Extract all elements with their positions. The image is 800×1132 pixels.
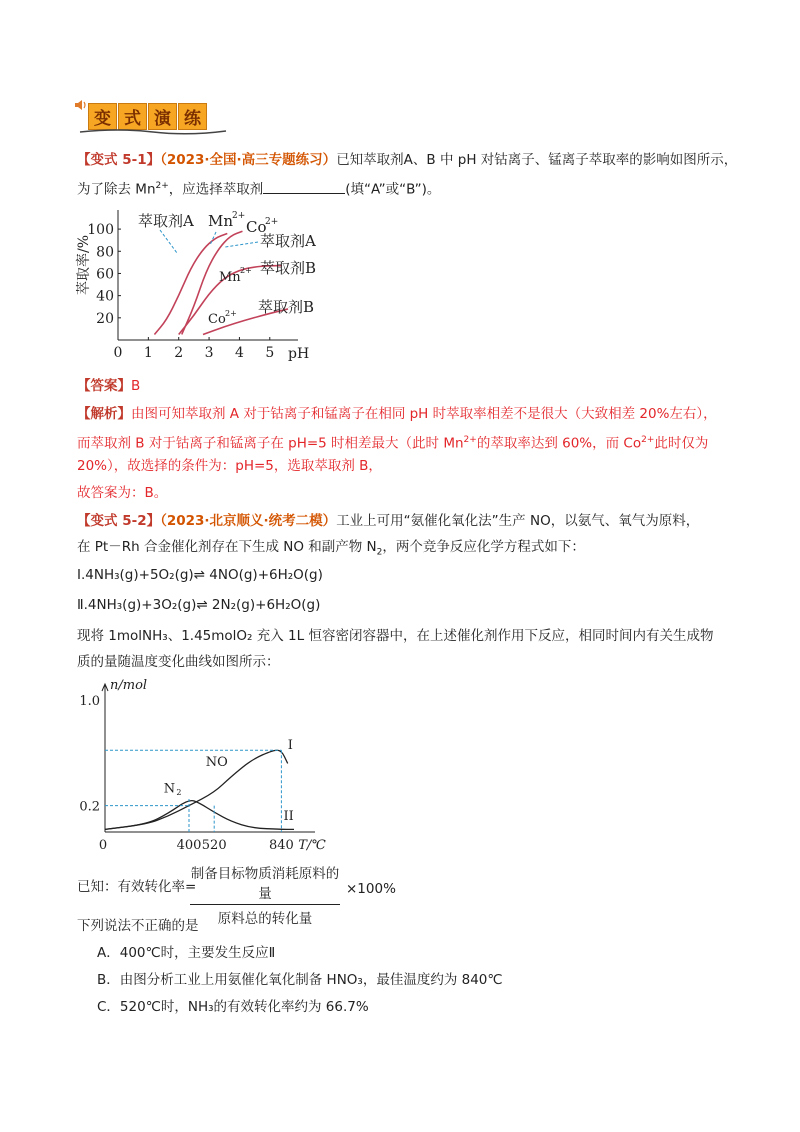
analysis-line-3: 20%），故选择的条件为：pH=5，选取萃取剂 B， (77, 458, 382, 474)
option-b[interactable]: B．由图分析工业上用氨催化氧化制备 HNO₃，最佳温度约为 840℃ (97, 972, 503, 988)
header-char: 练 (178, 103, 207, 130)
x-tick-label: 0 (113, 345, 123, 361)
answer-1 (77, 376, 140, 396)
header-underline (78, 128, 228, 136)
q2-tag: 【变式 5-2】 (77, 513, 161, 529)
series-line (105, 801, 294, 830)
answer-blank[interactable] (263, 179, 345, 194)
analysis-text-2c: 此时仅为 (654, 435, 709, 452)
option-a[interactable]: A．400℃时，主要发生反应Ⅱ (97, 945, 276, 961)
formula-fraction (190, 862, 340, 927)
x-axis-label: T/℃ (298, 838, 326, 853)
leader-line (225, 242, 258, 247)
annotation-label: 萃取剂B (258, 298, 315, 316)
analysis-text-1: 由图可知萃取剂 A 对于钴离子和锰离子在相同 pH 时萃取率相差不是很大（大致相差 20%左右）， (131, 406, 717, 422)
x-tick-label: 840 (268, 838, 294, 853)
y-axis-label: 萃取率/% (76, 234, 92, 296)
y-tick-label: 20 (96, 310, 114, 327)
analysis-sup-2: 2+ (641, 435, 655, 445)
leader-line (160, 230, 177, 253)
annotation-label: 2 (176, 788, 182, 798)
formula-denominator: 原料总的转化量 (217, 911, 313, 927)
known-suffix: ×100% (346, 881, 396, 897)
option-c[interactable]: C．520℃时，NH₃的有效转化率约为 66.7% (97, 999, 369, 1015)
analysis-line-1 (77, 404, 717, 424)
x-tick-label: 4 (234, 345, 244, 361)
x-tick-label: 520 (201, 838, 227, 853)
annotation-label: 2+ (265, 217, 279, 227)
y-tick-label: 1.0 (79, 694, 100, 710)
answer-label: 【答案】 (77, 378, 131, 394)
q2-text-b1: 在 Pt－Rh 合金催化剂存在下生成 NO 和副产物 N (77, 539, 377, 555)
extraction-chart (70, 205, 370, 365)
temperature-chart (70, 675, 330, 860)
q1-text-b3: (填“A”或“B”)。 (345, 181, 441, 198)
q2-sub: 2 (376, 547, 383, 558)
header-char: 变 (88, 103, 117, 130)
y-axis-label: n/mol (110, 678, 148, 693)
y-tick-label: 100 (87, 222, 114, 239)
q1-source: （2023·全国·高三专题练习） (160, 152, 337, 168)
q2-line-1 (77, 511, 699, 531)
annotation-label: Mn (219, 270, 241, 285)
header-char: 式 (118, 103, 147, 130)
annotation-label: N (163, 781, 176, 797)
equation-1: Ⅰ.4NH₃(g)+5O₂(g)⇌ 4NO(g)+6H₂O(g) (77, 567, 323, 583)
formula-numerator: 制备目标物质消耗原料的量 (190, 862, 340, 905)
q2-source: （2023·北京顺义·统考二模） (160, 513, 337, 529)
q1-text-b2: ，应选择萃取剂 (168, 181, 264, 198)
y-tick-label: 0.2 (79, 799, 100, 815)
annotation-label: 萃取剂A (260, 232, 316, 250)
y-tick-label: 40 (96, 288, 114, 305)
x-tick-label: 400 (176, 838, 202, 853)
q1-line-1 (77, 150, 737, 170)
known-prefix: 已知：有效转化率= (77, 879, 197, 895)
analysis-line-4: 故答案为：B。 (77, 485, 168, 501)
q1-tag: 【变式 5-1】 (77, 152, 161, 168)
annotation-label: NO (205, 755, 228, 771)
annotation-label: 2+ (232, 211, 246, 221)
q2-line-4: 质的量随温度变化曲线如图所示： (77, 654, 280, 670)
analysis-sup-1: 2+ (463, 435, 477, 445)
q2-text-a: 工业上可用“氨催化氧化法”生产 NO，以氨气、氧气为原料， (336, 513, 700, 529)
question-stem: 下列说法不正确的是 (77, 918, 199, 934)
annotation-label: 萃取剂A (138, 212, 194, 230)
q1-text-b1: 为了除去 Mn (77, 181, 156, 198)
q2-text-b2: ，两个竞争反应化学方程式如下： (382, 539, 585, 555)
q1-sup: 2+ (155, 181, 169, 191)
annotation-label: 2+ (225, 309, 237, 318)
analysis-text-2b: 的萃取率达到 60%，而 Co (476, 435, 642, 452)
q1-text-a: 已知萃取剂A、B 中 pH 对钴离子、锰离子萃取率的影响如图所示， (336, 152, 738, 168)
x-tick-label: 3 (204, 345, 214, 361)
x-tick-label: 1 (143, 345, 153, 361)
y-tick-label: 60 (96, 266, 114, 283)
annotation-label: Co (246, 218, 267, 236)
series-line (105, 750, 288, 829)
annotation-label: 萃取剂B (260, 259, 317, 277)
analysis-line-2 (77, 430, 708, 454)
analysis-text-2a: 而萃取剂 B 对于钴离子和锰离子在 pH=5 时相差最大（此时 Mn (77, 435, 464, 452)
header-char: 演 (148, 103, 177, 130)
analysis-label: 【解析】 (77, 406, 131, 422)
x-tick-label: 5 (265, 345, 275, 361)
y-tick-label: 80 (96, 244, 114, 261)
annotation-label: 2+ (240, 266, 252, 275)
section-header (78, 100, 226, 132)
annotation-label: Co (208, 312, 226, 327)
annotation-label: II (283, 809, 294, 825)
x-tick-label: 0 (98, 838, 108, 853)
q2-line-2 (77, 537, 585, 563)
annotation-label: I (287, 737, 293, 753)
q1-line-2 (77, 176, 440, 200)
annotation-label: Mn (208, 212, 234, 230)
q2-line-3: 现将 1molNH₃、1.45molO₂ 充入 1L 恒容密闭容器中，在上述催化剂作用下反应，相同时间内有关生成物 (77, 628, 714, 644)
x-tick-label: 2 (174, 345, 184, 361)
x-axis-label: pH (288, 346, 310, 362)
equation-2: Ⅱ.4NH₃(g)+3O₂(g)⇌ 2N₂(g)+6H₂O(g) (77, 597, 321, 613)
answer-value: B (131, 378, 141, 394)
